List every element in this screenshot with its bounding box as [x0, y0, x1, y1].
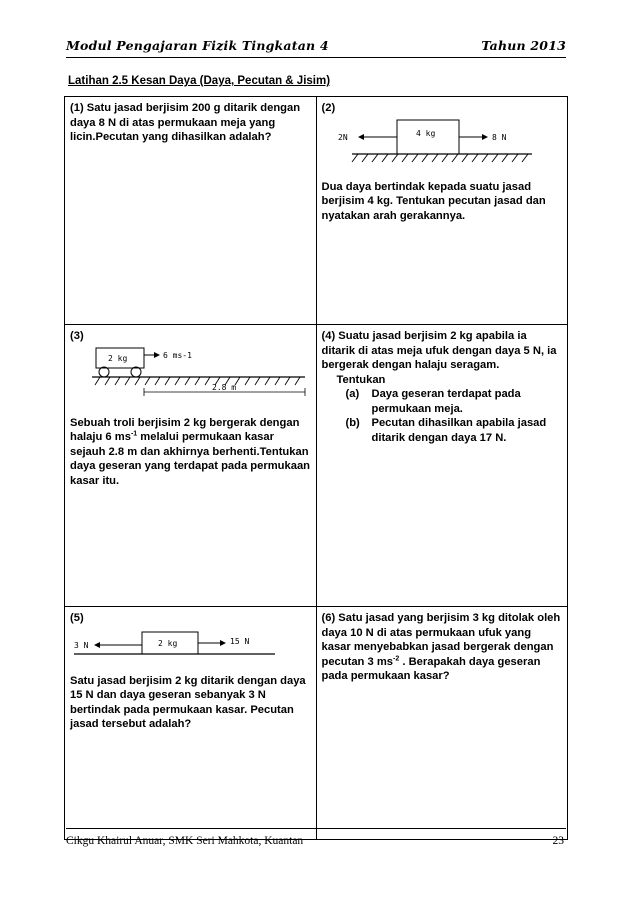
q5-left-force-label: 3 N [74, 640, 89, 650]
header-rule [66, 57, 566, 58]
q2-mass-label: 4 kg [415, 128, 435, 138]
question-3-cell [65, 325, 317, 607]
list-item: (a) Daya geseran terdapat pada permukaan meja. [345, 388, 521, 415]
page-header [66, 38, 566, 56]
q2-right-force-label: 8 N [491, 132, 506, 142]
question-2-text: Dua daya bertindak kepada suatu jasad berjisim 4 kg. Tentukan pecutan jasad dan nyatakan arah gerakannya. [321, 180, 546, 222]
question-5-number: (5) [70, 612, 84, 624]
q3-ground-hatching [95, 377, 300, 385]
question-4-tentukan: Tentukan [336, 373, 386, 386]
q5-right-force-label: 15 N [230, 636, 250, 646]
question-6-text: (6) Satu jasad yang berjisim 3 kg ditolak oleh daya 10 N di atas permukaan ufuk yang kasar menyebabkan jasad bergerak dengan pecutan 3 $ms^{-2}$ . Berapakah daya geseran pada permukaan kasar? [321, 612, 561, 682]
q2-left-force-label: 2N [337, 132, 348, 142]
question-1-text: (1) Satu jasad berjisim 200 g ditarik dengan daya 8 N di atas permukaan meja yang licin.Pecutan yang dihasilkan adalah? [70, 102, 301, 143]
question-grid [64, 96, 568, 840]
question-3-number: (3) [70, 330, 84, 342]
exercise-title: Latihan 2.5 Kesan Daya (Daya, Pecutan & Jisim) [68, 75, 331, 87]
header-year: Tahun 2013 [481, 38, 566, 53]
q5-mass-label: 2 kg [158, 638, 178, 648]
q2-ground-hatching [352, 154, 528, 162]
q3-speed-label: 6 ms-1 [163, 350, 192, 360]
header-title: Modul Pengajaran Fizik Tingkatan 4 [66, 38, 329, 53]
question-5-diagram [70, 628, 310, 668]
question-6-cell [316, 607, 568, 840]
q3-mass-label: 2 kg [108, 353, 128, 363]
question-2-number: (2) [321, 102, 336, 114]
question-3-text: Sebuah troli berjisim 2 kg bergerak dengan halaju 6 $ms^{-1}$ melalui permukaan kasar sejauh 2.8 m dan akhirnya berhenti.Tentukan daya geseran yang terdapat pada permukaan kasar itu. [70, 416, 311, 487]
q3-distance-label: 2.8 m [212, 382, 237, 392]
page-footer [66, 828, 566, 847]
question-5-cell [65, 607, 317, 840]
question-2-cell [316, 97, 568, 325]
page-number: 23 [552, 835, 564, 847]
question-3-diagram [70, 346, 310, 402]
question-4-cell [316, 325, 568, 607]
question-4-text: (4) Suatu jasad berjisim 2 kg apabila ia ditarik di atas meja ufuk dengan daya 5 N, ia bergerak dengan halaju seragam. [321, 330, 557, 371]
list-item: (b) Pecutan dihasilkan apabila jasad ditarik dengan daya 17 N. [345, 417, 547, 444]
question-5-text: Satu jasad berjisim 2 kg ditarik dengan daya 15 N dan daya geseran sebanyak 3 N bertindak pada permukaan kasar. Pecutan jasad tersebut adalah? [70, 674, 306, 730]
question-4-items [322, 387, 563, 445]
question-2-diagram [322, 118, 562, 174]
footer-author: Cikgu Khairul Anuar, SMK Seri Mahkota, Kuantan [66, 835, 304, 847]
question-1-cell [65, 97, 317, 325]
